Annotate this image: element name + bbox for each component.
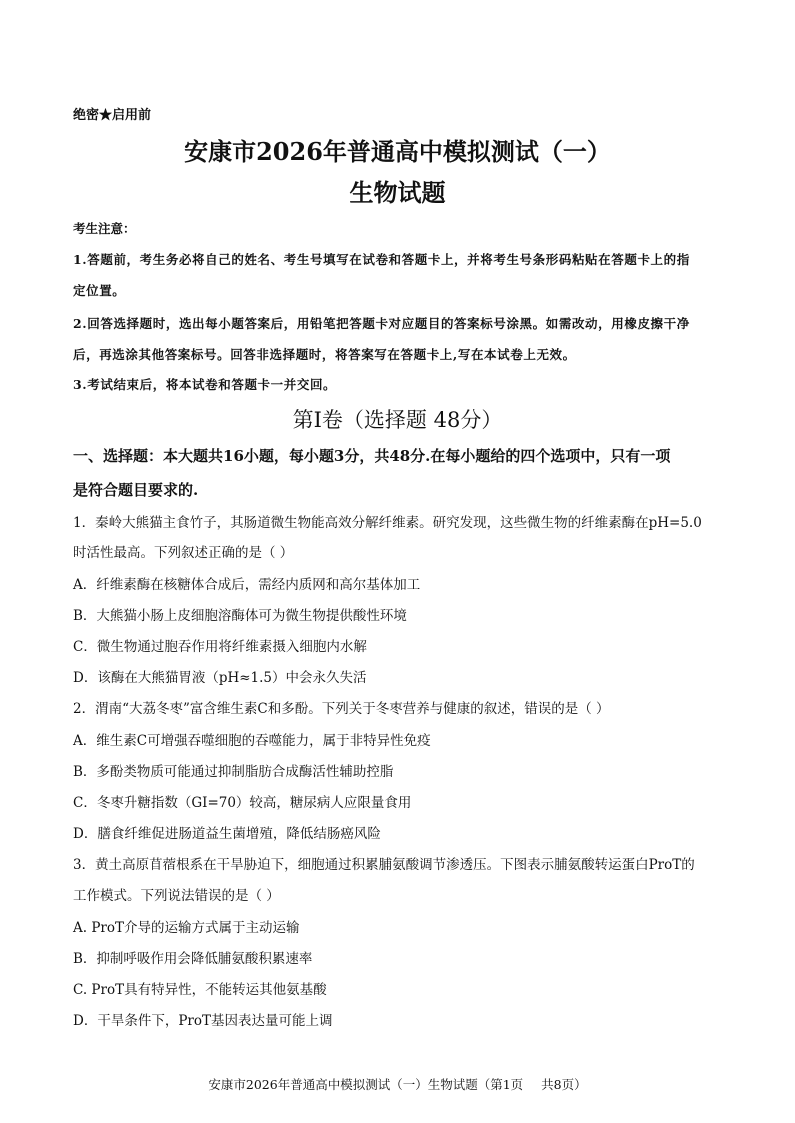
notice-item-2-line-1: 2.回答选择题时，选出每小题答案后，用铅笔把答题卡对应题目的答案标号涂黑。如需改动，用橡皮擦干净 [73, 316, 690, 331]
question-1-stem-line-2: 时活性最高。下列叙述正确的是（ ） [73, 545, 294, 561]
question-2-option-a: A．维生素C可增强吞噬细胞的吞噬能力，属于非特异性免疫 [73, 733, 431, 749]
part1-title: 第Ⅰ卷（选择题 48分） [292, 408, 503, 432]
notice-heading: 考生注意： [73, 221, 136, 236]
notice-item-1-line-2: 定位置。 [73, 283, 126, 298]
notice-item-2-line-2: 后，再选涂其他答案标号。回答非选择题时，将答案写在答题卡上,写在本试卷上无效。 [73, 347, 576, 362]
question-1-option-c: C．微生物通过胞吞作用将纤维素摄入细胞内水解 [73, 639, 367, 655]
question-1-option-a: A．纤维素酶在核糖体合成后，需经内质网和高尔基体加工 [73, 577, 421, 593]
question-2-option-d: D．膳食纤维促进肠道益生菌增殖，降低结肠癌风险 [73, 826, 381, 842]
question-3-option-d: D．干旱条件下，ProT基因表达量可能上调 [73, 1013, 333, 1029]
question-3-option-b: B．抑制呼吸作用会降低脯氨酸积累速率 [73, 951, 313, 967]
section-instruction-line-1: 一、选择题：本大题共16小题，每小题3分，共48分.在每小题给的四个选项中，只有一项 [73, 447, 671, 465]
question-1-stem-line-1: 1．秦岭大熊猫主食竹子，其肠道微生物能高效分解纤维素。研究发现，这些微生物的纤维素酶在pH=5.0 [73, 515, 702, 531]
question-3-stem-line-1: 3．黄土高原苜蓿根系在干旱胁迫下，细胞通过积累脯氨酸调节渗透压。下图表示脯氨酸转运蛋白ProT的 [73, 857, 695, 873]
question-3-option-c: C. ProT具有特异性，不能转运其他氨基酸 [73, 982, 327, 998]
notice-item-3: 3.考试结束后，将本试卷和答题卡一并交回。 [73, 377, 337, 392]
exam-title: 安康市2026年普通高中模拟测试（一） [184, 137, 611, 166]
footer-page-label: 安康市2026年普通高中模拟测试（一）生物试题（第1页 [208, 1077, 524, 1092]
question-1-option-b: B．大熊猫小肠上皮细胞溶酶体可为微生物提供酸性环境 [73, 608, 407, 624]
question-2-stem-line-1: 2．渭南“大荔冬枣”富含维生素C和多酚。下列关于冬枣营养与健康的叙述，错误的是（ ） [73, 701, 610, 717]
page-footer [0, 1075, 795, 1093]
question-3-stem-line-2: 工作模式。下列说法错误的是（ ） [73, 888, 280, 904]
footer-total-pages: 共8页） [541, 1077, 587, 1092]
question-2-option-c: C．冬枣升糖指数（GI=70）较高，糖尿病人应限量食用 [73, 795, 412, 811]
question-3-option-a: A. ProT介导的运输方式属于主动运输 [73, 920, 300, 936]
secret-label: 绝密★启用前 [73, 108, 152, 123]
section-instruction-line-2: 是符合题目要求的. [73, 481, 199, 499]
notice-item-1-line-1: 1.答题前，考生务必将自己的姓名、考生号填写在试卷和答题卡上，并将考生号条形码粘贴在答题卡上的指 [73, 252, 690, 267]
question-1-option-d: D．该酶在大熊猫胃液（pH≈1.5）中会永久失活 [73, 670, 367, 686]
question-2-option-b: B．多酚类物质可能通过抑制脂肪合成酶活性辅助控脂 [73, 764, 394, 780]
subject-title: 生物试题 [349, 178, 446, 207]
